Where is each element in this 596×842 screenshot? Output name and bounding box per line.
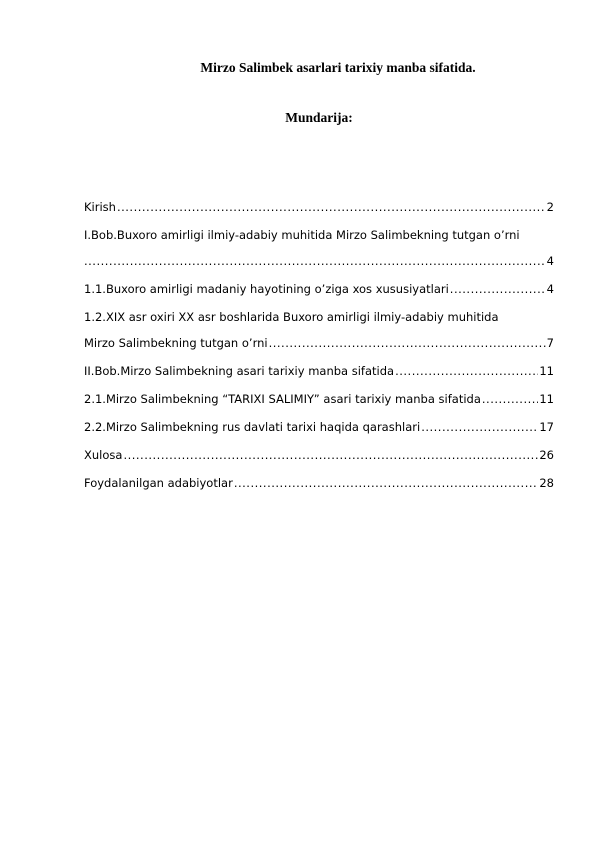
toc-leader-dots <box>269 336 546 351</box>
toc-entry-title: Kirish <box>84 200 116 214</box>
toc-page-number: 28 <box>539 476 554 490</box>
toc-entry-1-1[interactable] <box>84 282 554 297</box>
toc-entry-title: I.Bob.Buxoro amirligi ilmiy-adabiy muhitida Mirzo Salimbekning tutgan o’rni <box>84 228 520 242</box>
toc-page-number: 17 <box>539 420 554 434</box>
toc-entry-1-2[interactable] <box>84 310 554 351</box>
toc-page-number: 7 <box>546 336 554 350</box>
toc-heading: Mundarija: <box>285 110 353 125</box>
toc-entry-title-cont: Mirzo Salimbekning tutgan o’rni <box>84 336 268 350</box>
toc-leader-dots <box>84 254 546 269</box>
toc-entry-chapter-1[interactable] <box>84 228 554 269</box>
toc-leader-dots <box>421 420 538 435</box>
toc-entry-title: II.Bob.Mirzo Salimbekning asari tarixiy manba sifatida <box>84 364 395 378</box>
toc-page-number: 26 <box>539 448 554 462</box>
toc-entry-chapter-2[interactable] <box>84 364 554 379</box>
table-of-contents <box>84 200 554 490</box>
toc-entry-2-2[interactable] <box>84 420 554 435</box>
document-title: Mirzo Salimbek asarlari tarixiy manba sifatida. <box>200 60 476 75</box>
toc-leader-dots <box>482 392 538 407</box>
toc-page-number: 11 <box>539 392 554 406</box>
toc-entry-title: 1.1.Buxoro amirligi madaniy hayotining o’ziga xos xususiyatlari <box>84 282 449 296</box>
toc-page-number: 11 <box>539 364 554 378</box>
toc-page-number: 4 <box>546 254 554 268</box>
toc-entry-title: 2.2.Mirzo Salimbekning rus davlati tarixi haqida qarashlari <box>84 420 421 434</box>
toc-entry-title: 1.2.XIX asr oxiri XX asr boshlarida Buxoro amirligi ilmiy-adabiy muhitida <box>84 310 499 324</box>
toc-entry-title: Foydalanilgan adabiyotlar <box>84 476 233 490</box>
toc-entry-bibliography[interactable] <box>84 476 554 491</box>
toc-entry-kirish[interactable] <box>84 200 554 215</box>
toc-entry-2-1[interactable] <box>84 392 554 407</box>
toc-entry-title: 2.1.Mirzo Salimbekning “TARIXI SALIMIY” asari tarixiy manba sifatida <box>84 392 481 406</box>
toc-leader-dots <box>117 200 546 215</box>
toc-leader-dots <box>395 364 538 379</box>
toc-leader-dots <box>234 476 539 491</box>
toc-leader-dots <box>450 282 546 297</box>
toc-page-number: 2 <box>546 200 554 214</box>
toc-page-number: 4 <box>546 282 554 296</box>
toc-leader-dots <box>123 448 538 463</box>
toc-entry-title: Xulosa <box>84 448 123 462</box>
toc-entry-xulosa[interactable] <box>84 448 554 463</box>
